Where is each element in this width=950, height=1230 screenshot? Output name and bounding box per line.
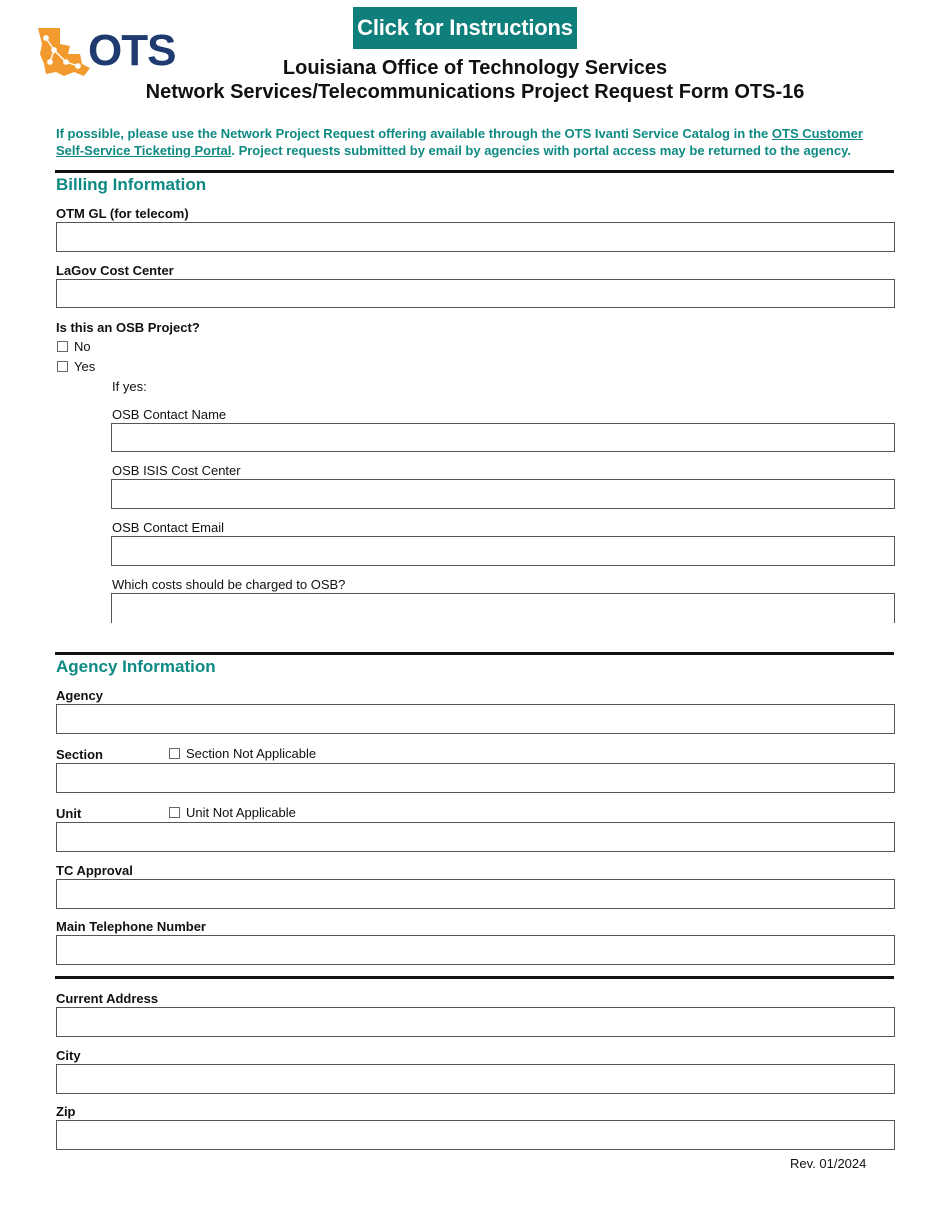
main-phone-label: Main Telephone Number xyxy=(56,919,206,934)
section-divider xyxy=(55,170,894,173)
instructions-button[interactable]: Click for Instructions xyxy=(353,7,577,49)
current-address-field[interactable] xyxy=(56,1007,895,1037)
osb-email-field[interactable] xyxy=(111,536,895,566)
main-phone-field[interactable] xyxy=(56,935,895,965)
unit-field[interactable] xyxy=(56,822,895,852)
osb-no-checkbox[interactable] xyxy=(57,339,91,354)
notice-text-after: . Project requests submitted by email by agencies with portal access may be returned to the agency. xyxy=(231,143,851,158)
osb-contact-name-field[interactable] xyxy=(111,423,895,452)
osb-contact-name-label: OSB Contact Name xyxy=(112,407,227,422)
osb-isis-label: OSB ISIS Cost Center xyxy=(112,463,241,478)
lagov-cost-center-field[interactable] xyxy=(56,279,895,308)
section-not-applicable-checkbox[interactable] xyxy=(169,746,316,761)
unit-label: Unit xyxy=(56,806,82,821)
osb-email-label: OSB Contact Email xyxy=(112,520,224,535)
zip-field[interactable] xyxy=(56,1120,895,1150)
agency-heading: Agency Information xyxy=(56,657,216,676)
tc-approval-label: TC Approval xyxy=(56,863,133,878)
unit-not-applicable-checkbox[interactable] xyxy=(169,805,296,820)
portal-link[interactable]: OTS Customer Self-Service Ticketing Portal xyxy=(56,126,863,158)
osb-isis-field[interactable] xyxy=(111,479,895,509)
billing-heading: Billing Information xyxy=(56,175,207,194)
checkbox-icon xyxy=(169,748,180,759)
lagov-cost-center-label: LaGov Cost Center xyxy=(56,263,174,278)
revision-label: Rev. 01/2024 xyxy=(790,1156,867,1171)
osb-yes-checkbox[interactable] xyxy=(57,359,95,374)
otm-gl-field[interactable] xyxy=(56,222,895,252)
section-divider xyxy=(55,976,894,979)
checkbox-icon xyxy=(169,807,180,818)
section-label: Section xyxy=(56,747,103,762)
logo-text: OTS xyxy=(88,26,176,75)
city-label: City xyxy=(56,1048,81,1063)
otm-gl-label: OTM GL (for telecom) xyxy=(56,206,189,221)
page-title: Louisiana Office of Technology Services xyxy=(282,57,668,79)
agency-field[interactable] xyxy=(56,704,895,734)
agency-label: Agency xyxy=(56,688,103,703)
osb-yes-label: Yes xyxy=(74,359,96,374)
section-field[interactable] xyxy=(56,763,895,793)
osb-costs-label: Which costs should be charged to OSB? xyxy=(112,577,346,592)
portal-notice xyxy=(56,125,894,159)
osb-costs-field[interactable] xyxy=(111,593,895,623)
if-yes-label: If yes: xyxy=(112,379,147,394)
form-title: Network Services/Telecommunications Project Request Form OTS-16 xyxy=(145,81,805,103)
zip-label: Zip xyxy=(56,1104,76,1119)
checkbox-icon xyxy=(57,361,68,372)
osb-question-label: Is this an OSB Project? xyxy=(56,320,200,335)
unit-not-applicable-label: Unit Not Applicable xyxy=(186,805,296,820)
section-not-applicable-label: Section Not Applicable xyxy=(186,746,317,761)
notice-text-before: If possible, please use the Network Project Request offering available through the OTS Ivanti Service Catalog in the xyxy=(56,126,772,141)
city-field[interactable] xyxy=(56,1064,895,1094)
tc-approval-field[interactable] xyxy=(56,879,895,909)
current-address-label: Current Address xyxy=(56,991,159,1006)
checkbox-icon xyxy=(57,341,68,352)
osb-no-label: No xyxy=(74,339,91,354)
section-divider xyxy=(55,652,894,655)
